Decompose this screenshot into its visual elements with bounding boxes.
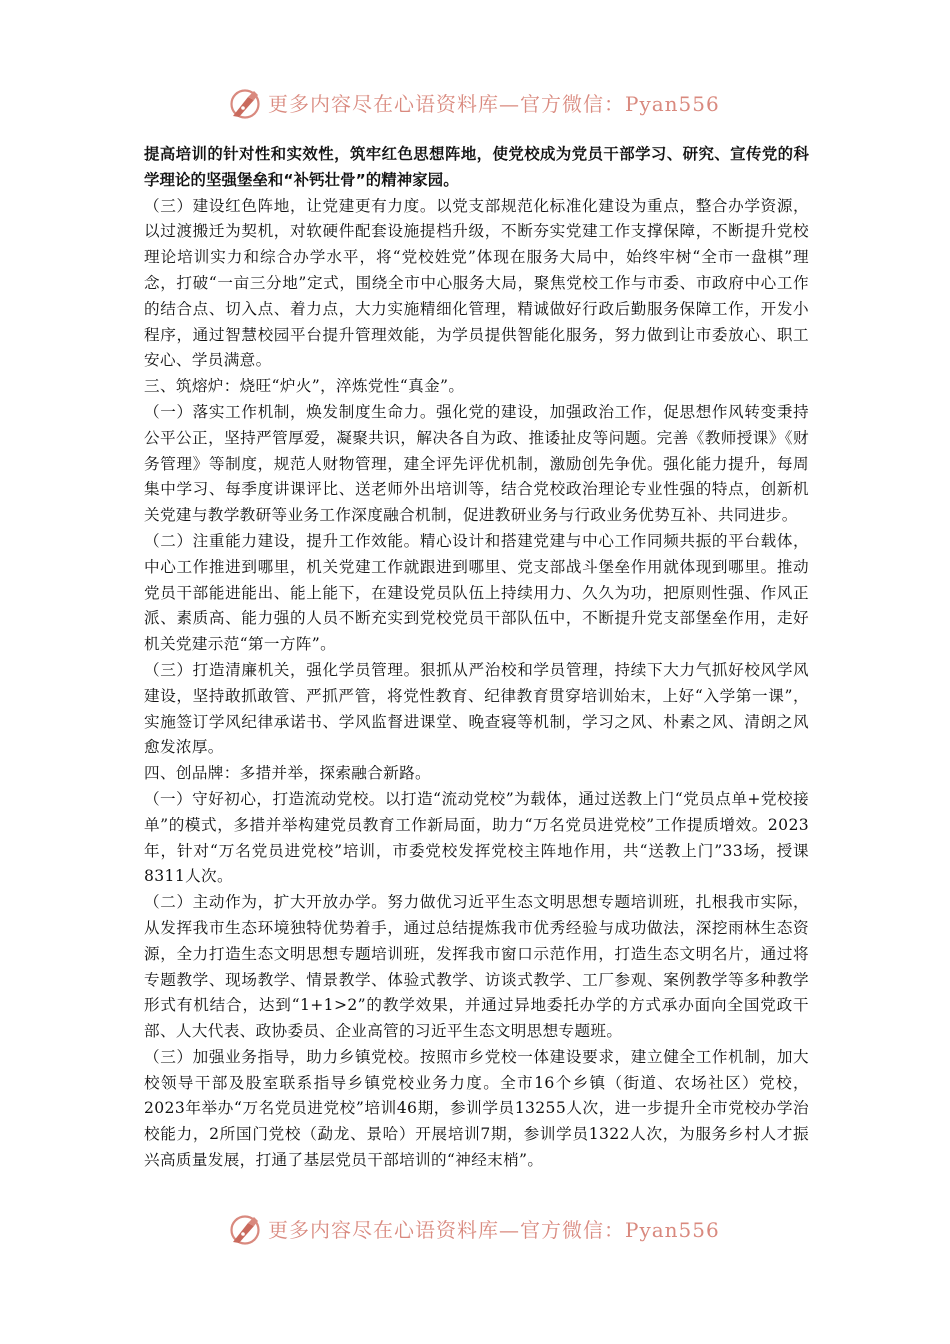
paragraph: （三）建设红色阵地，让党建更有力度。以党支部规范化标准化建设为重点，整合办学资源，以过渡搬迁为契机，对软硬件配套设施提档升级，不断夯实党建工作支撑保障，不断提升党校理论培训实力和综合办学水平，将“党校姓党”体现在服务大局中，始终牢树“全市一盘棋”理念，打破“一亩三分地”定式，围绕全市中心服务大局，聚焦党校工作与市委、市政府中心工作的结合点、切入点、着力点，大力实施精细化管理，精诚做好行政后勤服务保障工作，开发小程序，通过智慧校园平台提升管理效能，为学员提供智能化服务，努力做到让市委放心、职工安心、学员满意。 [144,196,809,370]
paragraph: （二）注重能力建设，提升工作效能。精心设计和搭建党建与中心工作同频共振的平台载体，中心工作推进到哪里，机关党建工作就跟进到哪里、党支部战斗堡垒作用就体现到哪里。推动党员干部能进能出、能上能下，在建设党员队伍上持续用力、久久为功，把原则性强、作风正派、素质高、能力强的人员不断充实到党校党员干部队伍中，不断提升党支部堡垒作用，走好机关党建示范“第一方阵”。 [144,531,809,654]
watermark-header [228,84,728,124]
watermark-text: 更多内容尽在心语资料库—官方微信：Pyan556 [268,92,720,116]
paragraph: （三）打造清廉机关，强化学员管理。狠抓从严治校和学员管理，持续下大力气抓好校风学风建设，坚持敢抓敢管、严抓严管，将党性教育、纪律教育贯穿培训始末，上好“入学第一课”，实施签订学风纪律承诺书、学风监督进课堂、晚查寝等机制，学习之风、朴素之风、清朗之风愈发浓厚。 [144,660,809,757]
watermark-footer [228,1210,728,1250]
paragraph: （一）守好初心，打造流动党校。以打造“流动党校”为载体，通过送教上门“党员点单+党校接单”的模式，多措并举构建党员教育工作新局面，助力“万名党员进党校”工作提质增效。2023年，针对“万名党员进党校”培训，市委党校发挥党校主阵地作用，共“送教上门”33场，授课8311人次。 [144,789,809,886]
paragraph: 提高培训的针对性和实效性，筑牢红色思想阵地，使党校成为党员干部学习、研究、宣传党的科学理论的坚强堡垒和“补钙壮骨”的精神家园。 [144,145,809,189]
section-heading: 三、筑熔炉：烧旺“炉火”，淬炼党性“真金”。 [144,377,465,396]
pen-nib-logo-icon [228,1213,262,1247]
section-heading: 四、创品牌：多措并举，探索融合新路。 [144,764,431,783]
document-body [144,142,809,1174]
paragraph: （三）加强业务指导，助力乡镇党校。按照市乡党校一体建设要求，建立健全工作机制，加大校领导干部及股室联系指导乡镇党校业务力度。全市16个乡镇（街道、农场社区）党校，2023年举办“万名党员进党校”培训46期，参训学员13255人次，进一步提升全市党校办学治校能力，2所国门党校（勐龙、景哈）开展培训7期，参训学员1322人次，为服务乡村人才振兴高质量发展，打通了基层党员干部培训的“神经末梢”。 [144,1047,809,1170]
paragraph: （二）主动作为，扩大开放办学。努力做优习近平生态文明思想专题培训班，扎根我市实际，从发挥我市生态环境独特优势着手，通过总结提炼我市优秀经验与成功做法，深挖雨林生态资源，全力打造生态文明思想专题培训班，发挥我市窗口示范作用，打造生态文明名片，通过将专题教学、现场教学、情景教学、体验式教学、访谈式教学、工厂参观、案例教学等多种教学形式有机结合，达到“1+1>2”的教学效果，并通过异地委托办学的方式承办面向全国党政干部、人大代表、政协委员、企业高管的习近平生态文明思想专题班。 [144,893,809,1041]
watermark-text: 更多内容尽在心语资料库—官方微信：Pyan556 [268,1218,720,1242]
pen-nib-logo-icon [228,87,262,121]
paragraph: （一）落实工作机制，焕发制度生命力。强化党的建设，加强政治工作，促思想作风转变秉持公平公正，坚持严管厚爱，凝聚共识，解决各自为政、推诿扯皮等问题。完善《教师授课》《财务管理》等制度，规范人财物管理，建全评先评优机制，激励创先争优。强化能力提升，每周集中学习、每季度讲课评比、送老师外出培训等，结合党校政治理论专业性强的特点，创新机关党建与教学教研等业务工作深度融合机制，促进教研业务与行政业务优势互补、共同进步。 [144,402,809,525]
